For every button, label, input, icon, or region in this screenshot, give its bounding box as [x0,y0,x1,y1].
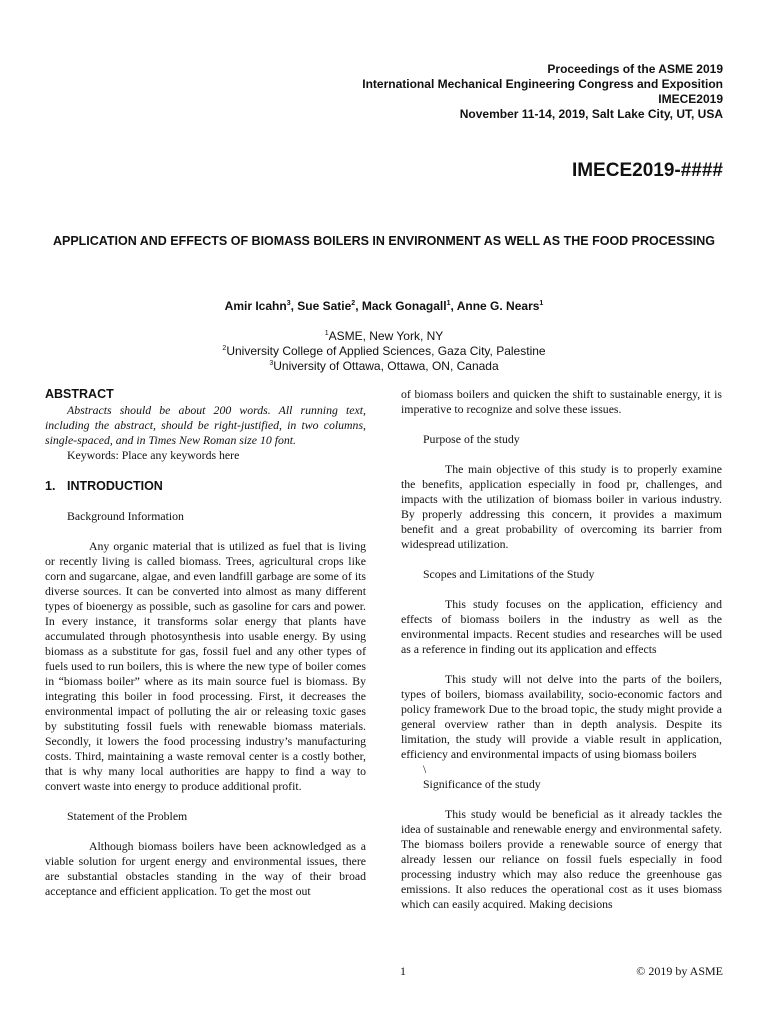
author: Amir Icahn$^3$, [224,299,298,313]
paragraph-problem: Although biomass boilers have been acknowledged as a viable solution for urgent energy and environmental issues, there are substantial obstacles standing in the way of their broad acceptance and efficient application. To get the most out [45,839,366,898]
paragraph-scope-2: This study will not delve into the parts of the boilers, types of boilers, biomass availability, socio-economic factors and policy framework Due to the broad topic, the study might provide a general overview rather than in depth analysis. Despite its limitation, the study will provide a viable result in application, efficiency and environmental impacts of using biomass boilers [401,672,722,761]
affiliation-list [0,329,768,374]
author: Sue Satie$^2$, [297,299,362,313]
paragraph-scope-1: This study focuses on the application, efficiency and effects of biomass boilers in the industry as well as the environmental impacts. Recent studies and researches will be used as a reference in finding out its application and effects [401,597,722,656]
keywords: Keywords: Place any keywords here [67,448,240,462]
author: Mack Gonagall$^1$, [361,299,457,313]
date-location-line: November 11-14, 2019, Salt Lake City, UT, USA [459,107,723,121]
right-column [401,387,722,912]
conference-line: International Mechanical Engineering Congress and Exposition [362,77,723,91]
affiliation: $^3$University of Ottawa, Ottawa, ON, Canada [269,359,499,373]
paragraph-problem-continued: of biomass boilers and quicken the shift to sustainable energy, it is imperative to recognize and solve these issues. [401,387,722,416]
paragraph-background: Any organic material that is utilized as fuel that is living or recently living is called biomass. Trees, agricultural crops like corn and sugarcane, algae, and even landfill garbage are some of its diverse sources. It can be converted into almost as many different types of bioenergy as possible, such as gasoline for cars and power. In every instance, it transforms solar energy that plants have accumulated through photosynthesis into usable energy. By using biomass as a substitute for gas, fossil fuel and any other types of fuels used to run boilers, this is where the new type of boiler comes in “biomass boiler” where as its main source fuel is biomass. By integrating this boiler in food processing. First, it decreases the environmental impact of polluting the air or releasing toxic gases by substituting fossil fuels with renewable biomass materials. Secondly, it lowers the food processing industry’s manufacturing costs. Third, maintaining a waste removal center is a costly bother, that is why many local authorities are happy to find a way to convert waste into energy to produce additional profit. [45,539,366,793]
paragraph-significance: This study would be beneficial as it already tackles the idea of sustainable and renewable energy and environmental safety. The biomass boilers provide a renewable source of energy that already lessen our reliance on fossil fuels especially in food processing industry which may also reduce the greenhouse gas emissions. It also reduces the operational cost as it uses biomass which can easily acquired. Making decisions [401,807,722,911]
copyright-notice: © 2019 by ASME [636,964,723,978]
proceedings-line: Proceedings of the ASME 2019 [547,62,723,76]
left-column [45,387,366,899]
subheading-scope: Scopes and Limitations of the Study [423,567,595,581]
affiliation: $^2$University College of Applied Sciences, Gaza City, Palestine [222,344,546,358]
author: Anne G. Nears$^1$ [456,299,544,313]
subheading-purpose: Purpose of the study [423,432,520,446]
page-number: 1 [400,964,406,978]
subheading-significance: Significance of the study [423,777,541,791]
abstract-text: Abstracts should be about 200 words. All running text, including the abstract, should be right-justified, in two columns, single-spaced, and in Times New Roman size 10 font. [45,403,366,447]
author-list [0,299,768,313]
proceedings-header [362,62,723,122]
subheading-background: Background Information [67,509,184,523]
affiliation: $^1$ASME, New York, NY [324,329,444,343]
section-heading-introduction: 1. INTRODUCTION [45,479,163,493]
paper-title: APPLICATION AND EFFECTS OF BIOMASS BOILERS IN ENVIRONMENT AS WELL AS THE FOOD PROCESSING [52,234,716,248]
paper-id: IMECE2019-#### [571,160,723,181]
subheading-problem: Statement of the Problem [67,809,188,823]
conference-code-line: IMECE2019 [658,92,723,106]
paragraph-purpose: The main objective of this study is to properly examine the benefits, application especially in food pr, challenges, and impacts with the utilization of biomass boiler in various industry. By properly addressing this concern, it provides a maximum benefit and a great probability of overcoming its barrier from widespread utilization. [401,462,722,551]
stray-character: \ [423,762,427,776]
abstract-heading: ABSTRACT [45,387,114,401]
